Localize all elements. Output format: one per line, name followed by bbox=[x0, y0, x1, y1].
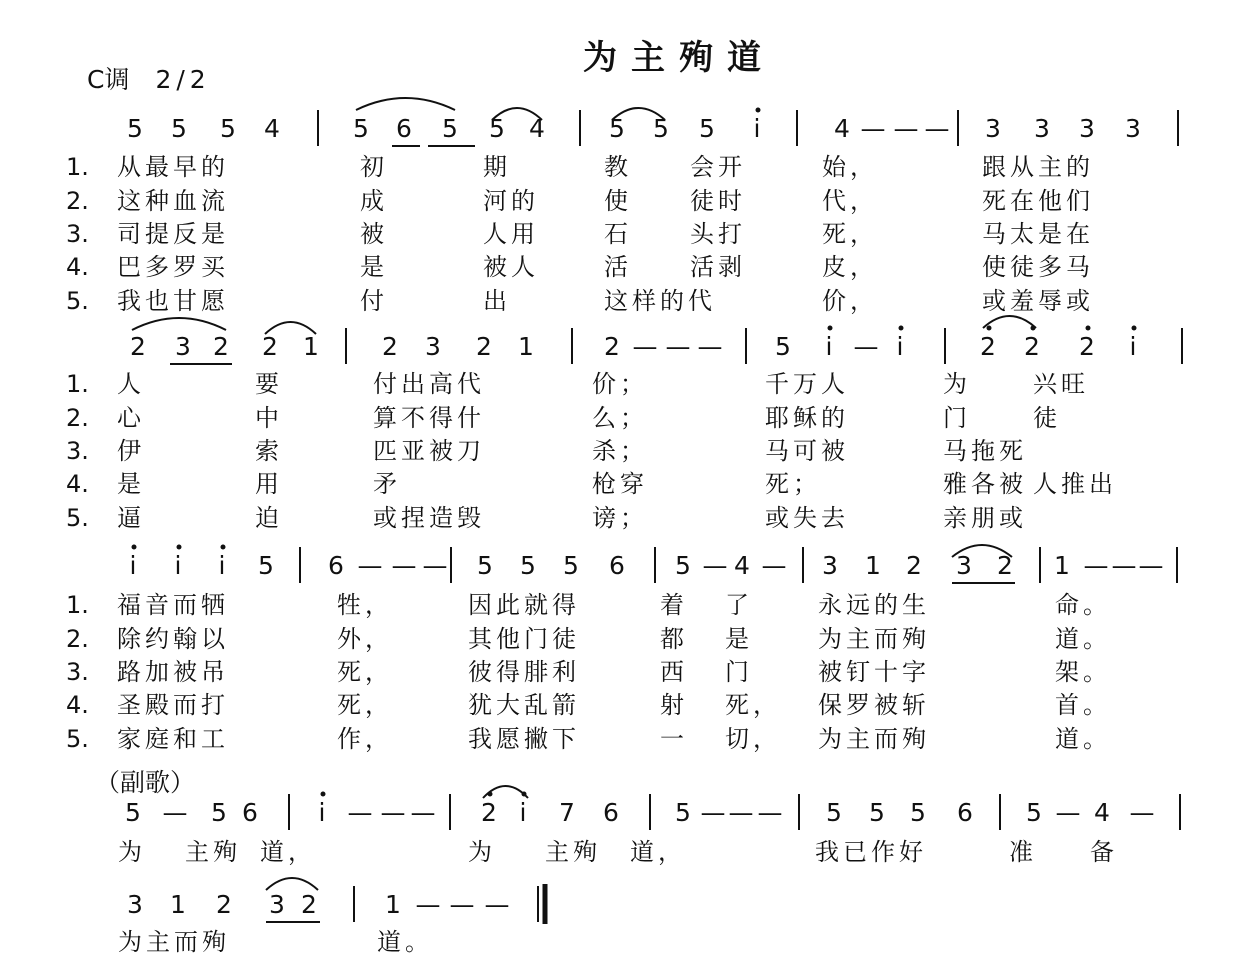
lyric-segment: 为主而殉 bbox=[818, 725, 930, 753]
note: 4 bbox=[264, 114, 280, 143]
lyric-segment: 兴旺 bbox=[1033, 370, 1089, 398]
note: i bbox=[218, 551, 226, 580]
lyric-segment: 千万人 bbox=[765, 370, 849, 398]
note: 4 bbox=[529, 114, 545, 143]
lyric-segment: 被人 bbox=[483, 253, 539, 281]
lyric-segment: 死； bbox=[765, 470, 821, 498]
note: 2 bbox=[476, 332, 492, 361]
note: i bbox=[825, 332, 833, 361]
dash-extension: — bbox=[860, 114, 886, 143]
verse-number: 5. bbox=[66, 725, 89, 753]
dash-extension: — bbox=[449, 890, 475, 919]
lyric-segment: 切， bbox=[725, 725, 781, 753]
lyric-segment: 死， bbox=[822, 220, 878, 248]
lyric-segment: 一 bbox=[660, 725, 688, 753]
lyric-segment: 家庭和工 bbox=[117, 725, 229, 753]
lyric-segment: 路加被吊 bbox=[117, 658, 229, 686]
slur bbox=[356, 98, 455, 110]
lyric-segment: 匹亚被刀 bbox=[373, 437, 485, 465]
lyric-segment: 逼 bbox=[117, 504, 145, 532]
lyric-segment: 其他门徒 bbox=[468, 625, 580, 653]
lyric-segment: 道。 bbox=[1055, 725, 1111, 753]
note: 1 bbox=[865, 551, 881, 580]
octave-dot bbox=[899, 326, 904, 331]
song-title: 为主殉道 bbox=[583, 38, 775, 78]
slur bbox=[612, 108, 665, 120]
note: 5 bbox=[563, 551, 579, 580]
note: 5 bbox=[353, 114, 369, 143]
lyric-segment: 期 bbox=[483, 153, 511, 181]
verse-number: 1. bbox=[66, 153, 89, 181]
lyric-segment: 为主而殉 bbox=[118, 928, 230, 956]
note: 3 bbox=[956, 551, 972, 580]
lyric-segment: 始， bbox=[822, 153, 878, 181]
lyric-segment: 是 bbox=[117, 470, 145, 498]
note: 6 bbox=[603, 798, 619, 827]
lyric-segment: 代， bbox=[822, 187, 878, 215]
note: 5 bbox=[653, 114, 669, 143]
lyric-segment: 算不得什 bbox=[373, 404, 485, 432]
note: 5 bbox=[826, 798, 842, 827]
slur bbox=[983, 316, 1036, 328]
note: 4 bbox=[1094, 798, 1110, 827]
lyric-segment: 要 bbox=[255, 370, 283, 398]
note: 2 bbox=[604, 332, 620, 361]
lyric-segment: 河的 bbox=[483, 187, 539, 215]
octave-dot bbox=[132, 545, 137, 550]
lyric-segment: 或羞辱或 bbox=[982, 287, 1094, 315]
note: 3 bbox=[1034, 114, 1050, 143]
verse-number: 2. bbox=[66, 625, 89, 653]
slur bbox=[952, 545, 1012, 557]
dash-extension: — bbox=[757, 798, 783, 827]
dash-extension: — bbox=[632, 332, 658, 361]
dash-extension: — bbox=[1138, 551, 1164, 580]
lyric-segment: 彼得腓利 bbox=[468, 658, 580, 686]
lyric-segment: 徒时 bbox=[690, 187, 746, 215]
note: 5 bbox=[910, 798, 926, 827]
lyric-segment: 矛 bbox=[373, 470, 401, 498]
lyric-segment: 门 bbox=[943, 404, 971, 432]
dash-extension: — bbox=[853, 332, 879, 361]
lyric-segment: 谤； bbox=[592, 504, 648, 532]
lyric-segment: 头打 bbox=[690, 220, 746, 248]
note: 5 bbox=[489, 114, 505, 143]
lyric-segment: 我已作好 bbox=[815, 838, 927, 866]
octave-dot bbox=[1086, 326, 1091, 331]
note: 5 bbox=[699, 114, 715, 143]
note: 2 bbox=[481, 798, 497, 827]
verse-number: 1. bbox=[66, 591, 89, 619]
lyric-segment: 雅各被 bbox=[943, 470, 1027, 498]
lyric-segment: 是 bbox=[360, 253, 388, 281]
lyric-segment: 是 bbox=[725, 625, 753, 653]
note: 5 bbox=[675, 551, 691, 580]
note: i bbox=[129, 551, 137, 580]
lyric-segment: 石 bbox=[604, 220, 632, 248]
lyric-segment: 犹大乱箭 bbox=[468, 691, 580, 719]
lyric-segment: 射 bbox=[660, 691, 688, 719]
dash-extension: — bbox=[728, 798, 754, 827]
lyric-segment: 或失去 bbox=[765, 504, 849, 532]
lyric-segment: 死， bbox=[725, 691, 781, 719]
lyric-segment: 着 bbox=[660, 591, 688, 619]
note: 2 bbox=[980, 332, 996, 361]
lyric-segment: 成 bbox=[360, 187, 388, 215]
lyric-segment: 活 bbox=[604, 253, 632, 281]
lyric-segment: 死， bbox=[337, 691, 393, 719]
lyric-segment: 索 bbox=[255, 437, 283, 465]
note: 5 bbox=[1026, 798, 1042, 827]
octave-dot bbox=[522, 792, 527, 797]
time-signature: 2/2 bbox=[155, 65, 211, 94]
lyric-segment: 人 bbox=[117, 370, 145, 398]
lyric-segment: 都 bbox=[660, 625, 688, 653]
lyric-segment: 杀； bbox=[592, 437, 648, 465]
dash-extension: — bbox=[1129, 798, 1155, 827]
lyric-segment: 用 bbox=[255, 470, 283, 498]
note: 5 bbox=[125, 798, 141, 827]
lyric-segment: 主殉 bbox=[185, 838, 241, 866]
note: 5 bbox=[520, 551, 536, 580]
octave-dot bbox=[221, 545, 226, 550]
lyric-segment: 会开 bbox=[690, 153, 746, 181]
lyric-segment: 这种血流 bbox=[117, 187, 229, 215]
lyric-segment: 死， bbox=[337, 658, 393, 686]
lyric-segment: 作， bbox=[337, 725, 393, 753]
octave-dot bbox=[321, 792, 326, 797]
note: 5 bbox=[609, 114, 625, 143]
lyric-segment: 道。 bbox=[377, 928, 433, 956]
lyric-segment: 付 bbox=[360, 287, 388, 315]
dash-extension: — bbox=[162, 798, 188, 827]
verse-number: 5. bbox=[66, 287, 89, 315]
verse-number: 3. bbox=[66, 437, 89, 465]
note: 2 bbox=[906, 551, 922, 580]
dash-extension: — bbox=[702, 551, 728, 580]
lyric-segment: 为 bbox=[943, 370, 971, 398]
dash-extension: — bbox=[1111, 551, 1137, 580]
lyric-segment: 主殉 bbox=[545, 838, 601, 866]
note: 6 bbox=[396, 114, 412, 143]
lyric-segment: 这样的代 bbox=[604, 287, 716, 315]
lyric-segment: 迫 bbox=[255, 504, 283, 532]
note: 2 bbox=[382, 332, 398, 361]
dash-extension: — bbox=[380, 798, 406, 827]
dash-extension: — bbox=[1055, 798, 1081, 827]
note: 3 bbox=[425, 332, 441, 361]
lyric-segment: 司提反是 bbox=[117, 220, 229, 248]
note: 6 bbox=[957, 798, 973, 827]
lyric-segment: 门 bbox=[725, 658, 753, 686]
lyric-segment: 中 bbox=[255, 404, 283, 432]
lyric-segment: 道。 bbox=[1055, 625, 1111, 653]
lyric-segment: 因此就得 bbox=[468, 591, 580, 619]
lyric-segment: 为 bbox=[468, 838, 496, 866]
dash-extension: — bbox=[700, 798, 726, 827]
lyric-segment: 付出高代 bbox=[373, 370, 485, 398]
slur bbox=[492, 108, 542, 120]
note: 5 bbox=[220, 114, 236, 143]
octave-dot bbox=[488, 792, 493, 797]
slur bbox=[266, 878, 318, 890]
lyric-segment: 使 bbox=[604, 187, 632, 215]
note: 2 bbox=[1024, 332, 1040, 361]
octave-dot bbox=[756, 108, 761, 113]
lyric-segment: 备 bbox=[1090, 838, 1118, 866]
note: 5 bbox=[171, 114, 187, 143]
note: 1 bbox=[518, 332, 534, 361]
note: 2 bbox=[997, 551, 1013, 580]
lyric-segment: 准 bbox=[1009, 838, 1037, 866]
verse-number: 2. bbox=[66, 187, 89, 215]
lyric-segment: 亲朋或 bbox=[943, 504, 1027, 532]
note: 5 bbox=[442, 114, 458, 143]
note: i bbox=[1129, 332, 1137, 361]
dash-extension: — bbox=[347, 798, 373, 827]
lyric-segment: 西 bbox=[660, 658, 688, 686]
lyric-segment: 马可被 bbox=[765, 437, 849, 465]
lyric-segment: 徒 bbox=[1033, 404, 1061, 432]
note: 4 bbox=[734, 551, 750, 580]
lyric-segment: 价； bbox=[592, 370, 648, 398]
octave-dot bbox=[1132, 326, 1137, 331]
dash-extension: — bbox=[415, 890, 441, 919]
dash-extension: — bbox=[422, 551, 448, 580]
lyric-segment: 活剥 bbox=[690, 253, 746, 281]
note: 3 bbox=[1125, 114, 1141, 143]
note: 2 bbox=[1079, 332, 1095, 361]
note: 1 bbox=[303, 332, 319, 361]
octave-dot bbox=[177, 545, 182, 550]
note: 5 bbox=[258, 551, 274, 580]
verse-number: 5. bbox=[66, 504, 89, 532]
note: 2 bbox=[301, 890, 317, 919]
note: i bbox=[753, 114, 761, 143]
slur bbox=[265, 322, 316, 334]
lyric-segment: 架。 bbox=[1055, 658, 1111, 686]
note: 1 bbox=[170, 890, 186, 919]
lyric-segment: 或捏造毁 bbox=[373, 504, 485, 532]
dash-extension: — bbox=[357, 551, 383, 580]
note: 2 bbox=[213, 332, 229, 361]
lyric-segment: 被 bbox=[360, 220, 388, 248]
note: 3 bbox=[985, 114, 1001, 143]
note: 3 bbox=[1079, 114, 1095, 143]
lyric-segment: 枪穿 bbox=[592, 470, 648, 498]
lyric-segment: 保罗被斩 bbox=[818, 691, 930, 719]
note: 1 bbox=[1054, 551, 1070, 580]
slur bbox=[132, 318, 226, 330]
note: 2 bbox=[262, 332, 278, 361]
lyric-segment: 牲， bbox=[337, 591, 393, 619]
verse-number: 1. bbox=[66, 370, 89, 398]
lyric-segment: 马拖死 bbox=[943, 437, 1027, 465]
dash-extension: — bbox=[391, 551, 417, 580]
note: 4 bbox=[834, 114, 850, 143]
verse-number: 4. bbox=[66, 253, 89, 281]
lyric-segment: 福音而牺 bbox=[117, 591, 229, 619]
lyric-segment: 么； bbox=[592, 404, 648, 432]
dash-extension: — bbox=[665, 332, 691, 361]
lyric-segment: 耶稣的 bbox=[765, 404, 849, 432]
note: 7 bbox=[559, 798, 575, 827]
note: 5 bbox=[775, 332, 791, 361]
verse-number: 3. bbox=[66, 658, 89, 686]
note: 5 bbox=[675, 798, 691, 827]
note: 3 bbox=[127, 890, 143, 919]
lyric-segment: 了 bbox=[725, 591, 753, 619]
note: 6 bbox=[242, 798, 258, 827]
verse-number: 2. bbox=[66, 404, 89, 432]
lyric-segment: 道， bbox=[630, 838, 686, 866]
lyric-segment: 为主而殉 bbox=[818, 625, 930, 653]
octave-dot bbox=[828, 326, 833, 331]
key-label: C调 bbox=[87, 65, 130, 94]
lyric-segment: 出 bbox=[483, 287, 511, 315]
lyric-segment: 初 bbox=[360, 153, 388, 181]
lyric-segment: 外， bbox=[337, 625, 393, 653]
lyric-segment: 伊 bbox=[117, 437, 145, 465]
dash-extension: — bbox=[484, 890, 510, 919]
verse-number: 4. bbox=[66, 691, 89, 719]
note: 3 bbox=[269, 890, 285, 919]
lyric-segment: 人用 bbox=[483, 220, 539, 248]
lyric-segment: 我也甘愿 bbox=[117, 287, 229, 315]
lyric-segment: 马太是在 bbox=[982, 220, 1094, 248]
note: 5 bbox=[127, 114, 143, 143]
verse-number: 4. bbox=[66, 470, 89, 498]
lyric-segment: 除约翰以 bbox=[117, 625, 229, 653]
note: 3 bbox=[175, 332, 191, 361]
dash-extension: — bbox=[410, 798, 436, 827]
lyric-segment: 巴多罗买 bbox=[117, 253, 229, 281]
verse-number: 3. bbox=[66, 220, 89, 248]
note: i bbox=[174, 551, 182, 580]
lyric-segment: 教 bbox=[604, 153, 632, 181]
dash-extension: — bbox=[924, 114, 950, 143]
lyric-segment: 价， bbox=[822, 287, 878, 315]
note: 3 bbox=[822, 551, 838, 580]
lyric-segment: 皮， bbox=[822, 253, 878, 281]
note: 6 bbox=[328, 551, 344, 580]
note: i bbox=[896, 332, 904, 361]
octave-dot bbox=[987, 326, 992, 331]
lyric-segment: 死在他们 bbox=[982, 187, 1094, 215]
lyric-segment: 首。 bbox=[1055, 691, 1111, 719]
lyric-segment: 人推出 bbox=[1033, 470, 1117, 498]
lyric-segment: 使徒多马 bbox=[982, 253, 1094, 281]
octave-dot bbox=[1031, 326, 1036, 331]
note: 5 bbox=[477, 551, 493, 580]
dash-extension: — bbox=[761, 551, 787, 580]
note: 2 bbox=[216, 890, 232, 919]
chorus-label: （副歌） bbox=[95, 768, 196, 797]
note: i bbox=[318, 798, 326, 827]
note: i bbox=[519, 798, 527, 827]
lyric-segment: 跟从主的 bbox=[982, 153, 1094, 181]
lyric-segment: 从最早的 bbox=[117, 153, 229, 181]
lyric-segment: 圣殿而打 bbox=[117, 691, 229, 719]
lyric-segment: 为 bbox=[118, 838, 146, 866]
note: 5 bbox=[211, 798, 227, 827]
dash-extension: — bbox=[1083, 551, 1109, 580]
lyric-segment: 永远的生 bbox=[818, 591, 930, 619]
lyric-segment: 道， bbox=[260, 838, 316, 866]
note: 2 bbox=[130, 332, 146, 361]
dash-extension: — bbox=[893, 114, 919, 143]
note: 6 bbox=[609, 551, 625, 580]
lyric-segment: 命。 bbox=[1055, 591, 1111, 619]
lyric-segment: 被钉十字 bbox=[818, 658, 930, 686]
lyric-segment: 心 bbox=[117, 404, 145, 432]
lyric-segment: 我愿撇下 bbox=[468, 725, 580, 753]
note: 1 bbox=[385, 890, 401, 919]
note: 5 bbox=[869, 798, 885, 827]
dash-extension: — bbox=[697, 332, 723, 361]
